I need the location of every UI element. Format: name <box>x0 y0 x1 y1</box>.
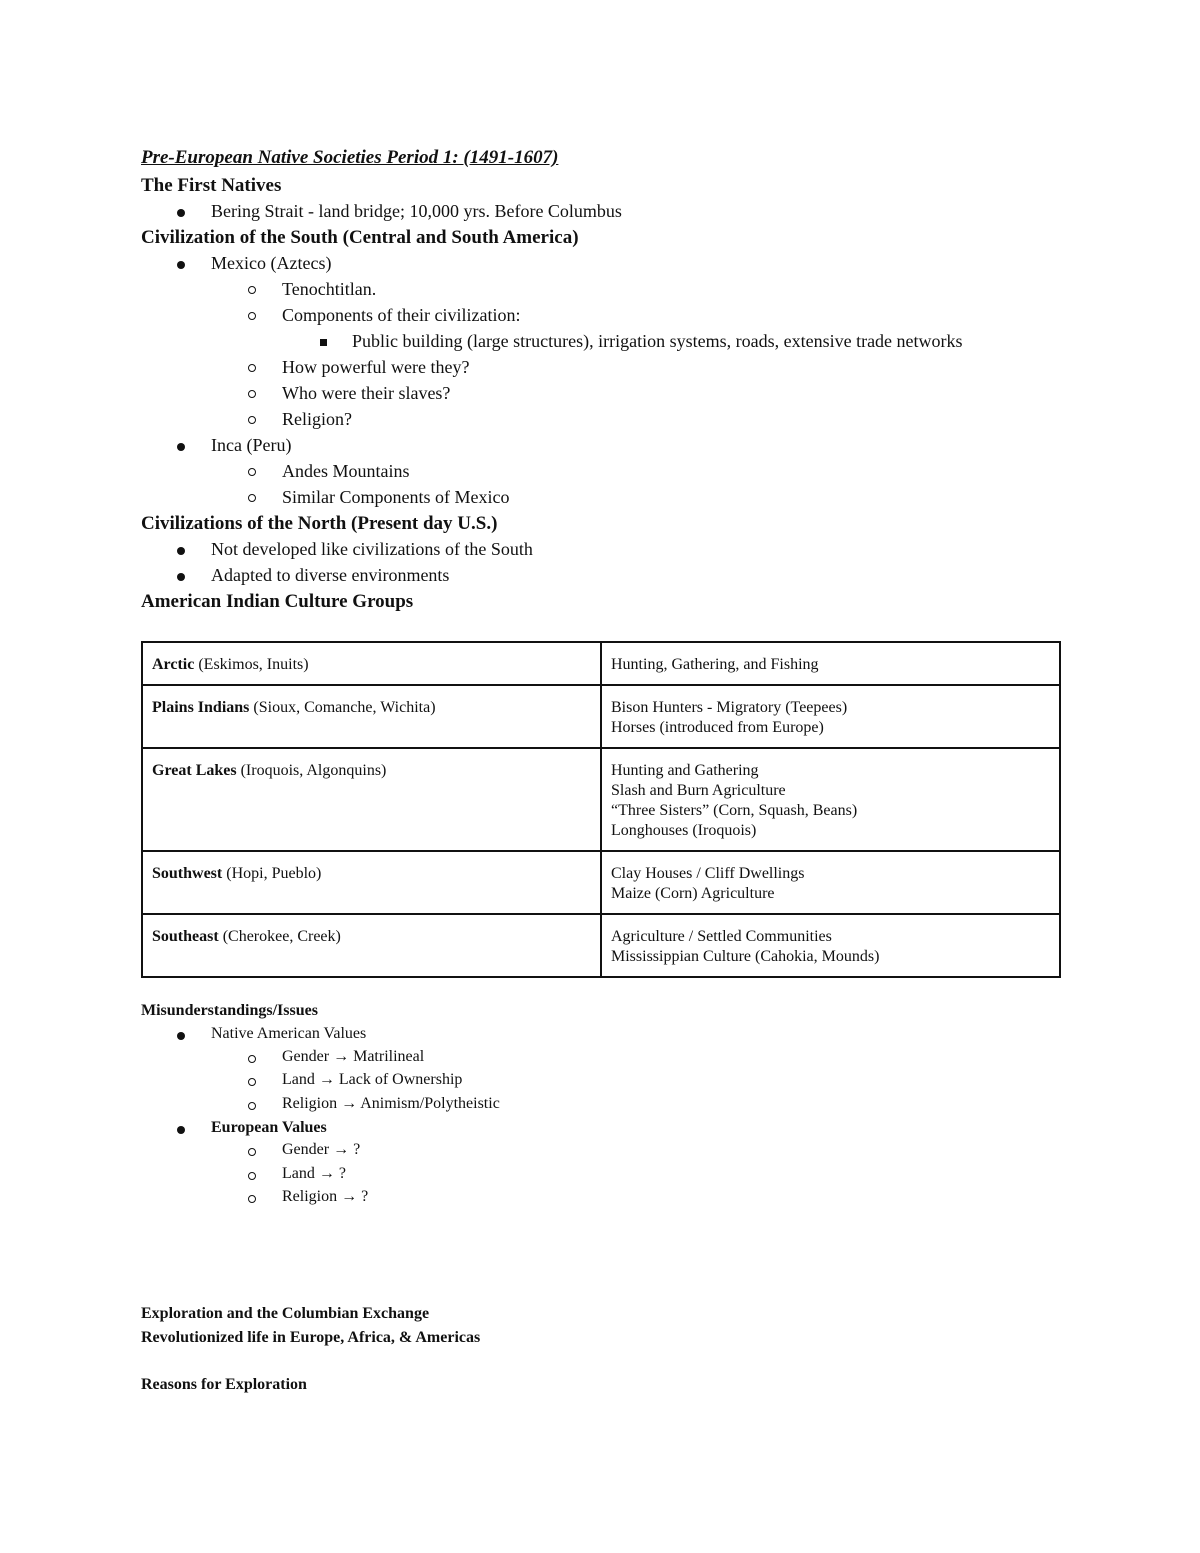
table-row <box>142 748 1060 851</box>
circle-bullet-icon <box>248 494 256 502</box>
bullet-icon <box>177 1126 185 1134</box>
bullet-icon <box>177 1032 185 1040</box>
group-tribes: (Sioux, Comanche, Wichita) <box>249 699 436 716</box>
bullet-icon <box>177 547 185 555</box>
heading-exploration: Exploration and the Columbian Exchange <box>141 1305 430 1322</box>
table-cell <box>601 685 1060 748</box>
square-bullet-icon <box>320 339 327 346</box>
arrow-right-icon: → <box>318 1071 335 1088</box>
table-row <box>142 914 1060 977</box>
value-val: ? <box>338 1165 346 1182</box>
heading-revolutionized: Revolutionized life in Europe, Africa, & Americas <box>141 1329 481 1346</box>
list-item: How powerful were they? <box>282 357 470 377</box>
list-item: Components of their civilization: <box>282 305 521 325</box>
cell-line: Slash and Burn Agriculture <box>611 782 786 799</box>
cell-line: Hunting and Gathering <box>611 762 759 779</box>
value-val: Lack of Ownership <box>338 1071 463 1088</box>
arrow-right-icon: → <box>341 1095 358 1112</box>
circle-bullet-icon <box>248 1055 256 1063</box>
list-item <box>282 1071 462 1089</box>
heading-north: Civilizations of the North (Present day U.S.) <box>141 513 498 534</box>
bullet-icon <box>177 209 185 217</box>
table-cell <box>601 914 1060 977</box>
list-item: Who were their slaves? <box>282 383 451 403</box>
value-val: Matrilineal <box>353 1048 425 1065</box>
culture-groups-table <box>141 641 1061 978</box>
list-item <box>282 1188 368 1206</box>
list-item: Public building (large structures), irrigation systems, roads, extensive trade networks <box>352 331 963 351</box>
value-key: Land <box>282 1165 315 1182</box>
table-row <box>142 851 1060 914</box>
circle-bullet-icon <box>248 1195 256 1203</box>
circle-bullet-icon <box>248 416 256 424</box>
group-name: Southeast <box>152 928 219 945</box>
circle-bullet-icon <box>248 1172 256 1180</box>
cell-line: Agriculture / Settled Communities <box>611 928 832 945</box>
value-val: ? <box>353 1141 361 1158</box>
table-cell <box>142 748 601 851</box>
group-name: Arctic <box>152 656 195 673</box>
list-item: Adapted to diverse environments <box>211 565 450 585</box>
list-item <box>282 1165 346 1183</box>
list-item: Not developed like civilizations of the South <box>211 539 533 559</box>
circle-bullet-icon <box>248 1078 256 1086</box>
group-tribes: (Eskimos, Inuits) <box>194 656 309 673</box>
table-cell <box>142 914 601 977</box>
table-cell <box>601 642 1060 685</box>
value-key: Religion <box>282 1095 338 1112</box>
circle-bullet-icon <box>248 364 256 372</box>
bullet-icon <box>177 573 185 581</box>
table-cell <box>142 851 601 914</box>
heading-issues: Misunderstandings/Issues <box>141 1002 318 1019</box>
list-item <box>282 1095 500 1113</box>
table-row <box>142 642 1060 685</box>
cell-line: Bison Hunters - Migratory (Teepees) <box>611 699 848 716</box>
cell-line: Clay Houses / Cliff Dwellings <box>611 865 805 882</box>
cell-line: Longhouses (Iroquois) <box>611 822 757 839</box>
group-tribes: (Hopi, Pueblo) <box>222 865 322 882</box>
table-cell <box>601 748 1060 851</box>
list-item <box>282 1048 424 1066</box>
value-key: Land <box>282 1071 315 1088</box>
circle-bullet-icon <box>248 390 256 398</box>
group-tribes: (Cherokee, Creek) <box>218 928 341 945</box>
group-name: Great Lakes <box>152 762 237 779</box>
circle-bullet-icon <box>248 1102 256 1110</box>
list-item <box>282 1141 360 1159</box>
cell-line: Mississippian Culture (Cahokia, Mounds) <box>611 948 880 965</box>
cell-line: Maize (Corn) Agriculture <box>611 885 775 902</box>
table-row <box>142 685 1060 748</box>
cell-line: Horses (introduced from Europe) <box>611 719 824 736</box>
group-name: Plains Indians <box>152 699 250 716</box>
table-cell <box>142 685 601 748</box>
arrow-right-icon: → <box>333 1048 350 1065</box>
value-key: Gender <box>282 1048 330 1065</box>
bullet-icon <box>177 443 185 451</box>
arrow-right-icon: → <box>333 1141 350 1158</box>
heading-culture-groups: American Indian Culture Groups <box>141 591 414 612</box>
page-title: Pre-European Native Societies Period 1: (1491-1607) <box>141 147 559 168</box>
value-val: Animism/Polytheistic <box>360 1095 500 1112</box>
circle-bullet-icon <box>248 468 256 476</box>
value-key: Gender <box>282 1141 330 1158</box>
list-item: Religion? <box>282 409 352 429</box>
group-tribes: (Iroquois, Algonquins) <box>236 762 387 779</box>
value-val: ? <box>361 1188 369 1205</box>
heading-south: Civilization of the South (Central and South America) <box>141 227 579 248</box>
list-item: Tenochtitlan. <box>282 279 377 299</box>
list-item: Native American Values <box>211 1025 367 1042</box>
table-cell <box>142 642 601 685</box>
cell-line: “Three Sisters” (Corn, Squash, Beans) <box>611 802 858 819</box>
list-item: Inca (Peru) <box>211 435 292 455</box>
bullet-icon <box>177 261 185 269</box>
table-cell <box>601 851 1060 914</box>
arrow-right-icon: → <box>341 1188 358 1205</box>
group-name: Southwest <box>152 865 223 882</box>
list-item: Similar Components of Mexico <box>282 487 510 507</box>
arrow-right-icon: → <box>318 1165 335 1182</box>
value-key: Religion <box>282 1188 338 1205</box>
cell-line: Hunting, Gathering, and Fishing <box>611 656 819 673</box>
circle-bullet-icon <box>248 286 256 294</box>
list-item: Bering Strait - land bridge; 10,000 yrs. Before Columbus <box>211 201 622 221</box>
heading-first-natives: The First Natives <box>141 175 282 196</box>
list-item: European Values <box>211 1119 327 1136</box>
circle-bullet-icon <box>248 312 256 320</box>
heading-reasons: Reasons for Exploration <box>141 1376 307 1393</box>
list-item: Mexico (Aztecs) <box>211 253 332 273</box>
list-item: Andes Mountains <box>282 461 410 481</box>
circle-bullet-icon <box>248 1148 256 1156</box>
